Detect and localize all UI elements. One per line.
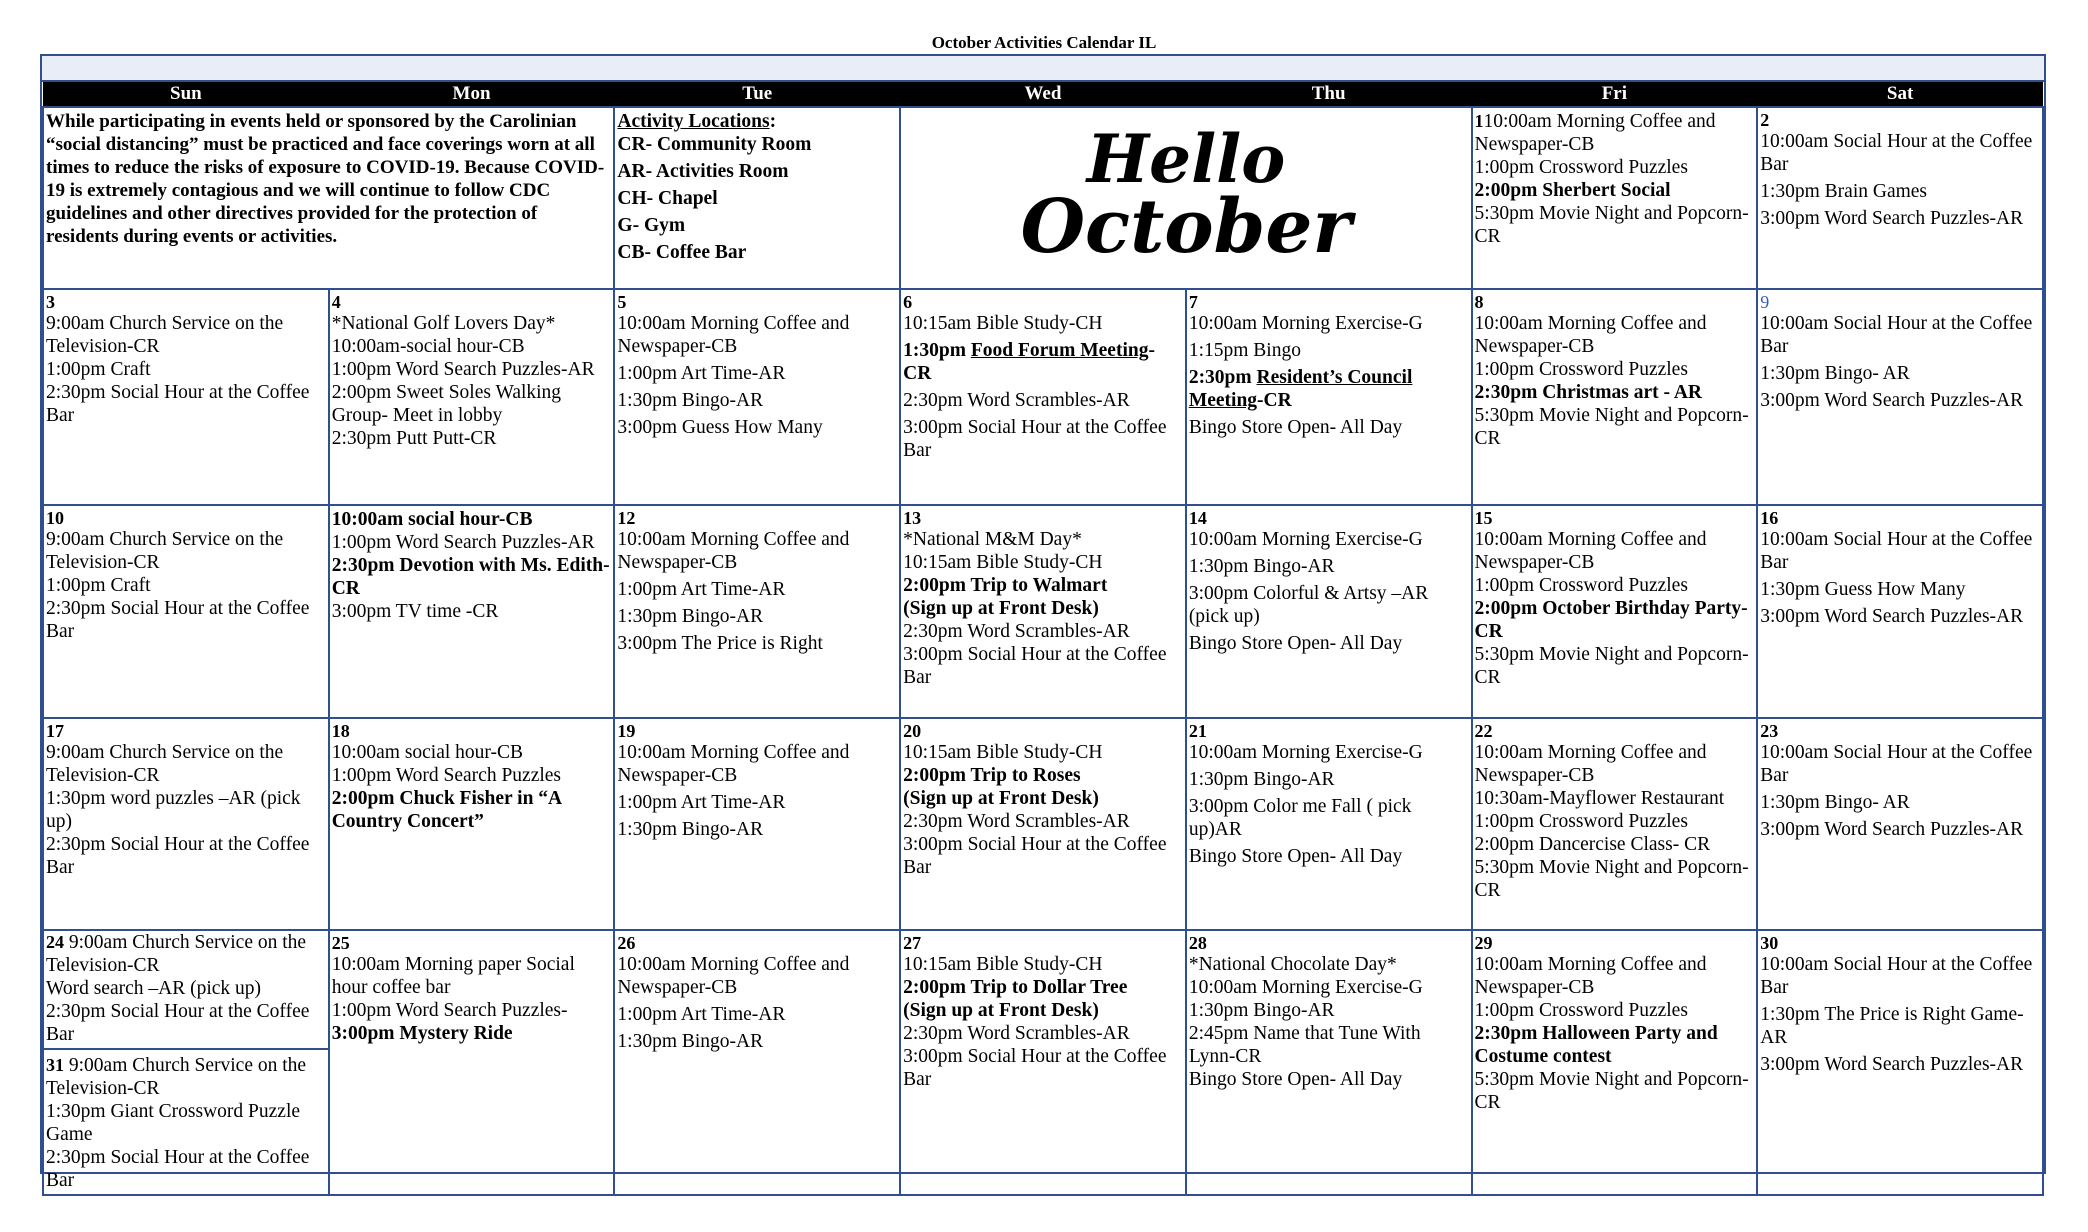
day-cell-29: [1472, 930, 1758, 1195]
event-item: 3: [46, 292, 55, 312]
event-item: 17: [46, 721, 64, 741]
event-item: Bingo Store Open- All Day: [1188, 1069, 1403, 1090]
event-item: 30: [1760, 933, 1779, 953]
header-band: [42, 56, 2044, 82]
event-item: 10:00am Morning Coffee and Newspaper-CB: [1474, 954, 1707, 998]
event-item: 3:00pm Color me Fall ( pick up)AR: [1188, 796, 1412, 840]
event-item: 2:00pm Chuck Fisher in “A Country Concert”: [331, 788, 562, 832]
event-item: 2:30pm Social Hour at the Coffee Bar: [46, 834, 310, 878]
event-item: (Sign up at Front Desk): [903, 788, 1099, 809]
event-item: 3:00pm Word Search Puzzles-AR: [1760, 208, 2024, 229]
event-item: 3:00pm Social Hour at the Coffee Bar: [903, 834, 1167, 878]
event-item: 19: [617, 721, 636, 741]
event-item: 3:00pm Mystery Ride: [331, 1023, 513, 1044]
event-item: 1:15pm Bingo: [1188, 340, 1301, 361]
event-item: 10:00am Morning Coffee and Newspaper-CB: [1474, 313, 1707, 357]
event-item: 1:30pm The Price is Right Game-AR: [1760, 1004, 2024, 1048]
event-item: 20: [903, 721, 922, 741]
event-item: Resident’s Council Meeting: [1188, 367, 1413, 411]
event-item: 4: [331, 292, 341, 312]
event-item: 1:30pm Bingo-AR: [617, 390, 764, 411]
event-item: 2:30pm Putt Putt-CR: [331, 428, 497, 449]
weekday-fri: Fri: [1472, 82, 1758, 107]
event-item: (Sign up at Front Desk): [903, 1000, 1099, 1021]
event-item: 31: [46, 1055, 64, 1075]
weekday-tue: Tue: [614, 82, 900, 107]
covid-notice-cell: [43, 107, 614, 289]
event-item: 1:00pm Word Search Puzzles: [331, 765, 562, 786]
event-item: 2:00pm Trip to Roses: [903, 765, 1081, 786]
day-cell-13: [900, 505, 1186, 718]
day-cell-30: [1757, 930, 2043, 1195]
event-item: 3:00pm Social Hour at the Coffee Bar: [903, 644, 1167, 688]
event-item: 1:00pm Art Time-AR: [617, 792, 786, 813]
event-item: 2:00pm Trip to Dollar Tree: [903, 977, 1128, 998]
event-item: 5: [617, 292, 627, 312]
day-cell-28: [1186, 930, 1472, 1195]
event-item: 22: [1474, 721, 1493, 741]
event-item: 2: [1760, 110, 1770, 130]
event-item: 6: [903, 292, 913, 312]
calendar-title: October Activities Calendar IL: [931, 33, 1157, 52]
event-item: 10:00am Morning Exercise-G: [1188, 742, 1423, 763]
event-item: 1:30pm Guess How Many: [1760, 579, 1966, 600]
event-item: 10:30am-Mayflower Restaurant: [1474, 788, 1725, 809]
event-item: 10:00am Morning Coffee and Newspaper-CB: [617, 313, 850, 357]
weekday-sat: Sat: [1757, 82, 2043, 107]
event-item: 1:30pm Bingo- AR: [1760, 792, 1910, 813]
event-item: -CR: [903, 340, 1155, 384]
event-item: 10:00am-social hour-CB: [331, 336, 525, 357]
weekday-header-row: [43, 82, 2043, 107]
event-item: 5:30pm Movie Night and Popcorn-CR: [1474, 405, 1749, 449]
event-item: Activity Locations: [617, 111, 770, 132]
event-item: 1:00pm Word Search Puzzles-AR: [331, 532, 595, 553]
day-cell-27: [900, 930, 1186, 1195]
text-span: [43, 107, 2043, 1195]
event-item: 1:00pm Art Time-AR: [617, 1004, 786, 1025]
event-item: 2:00pm Dancercise Class- CR: [1474, 834, 1711, 855]
event-item: 10:00am social hour-CB: [331, 742, 524, 763]
event-item: 1:00pm Art Time-AR: [617, 363, 786, 384]
event-item: 1:30pm Brain Games: [1760, 181, 1928, 202]
event-item: 9:00am Church Service on the Television-CR: [46, 529, 284, 573]
event-item: 29: [1474, 933, 1493, 953]
day-cell-6: [900, 289, 1186, 505]
event-item: 9:00am Church Service on the Television-CR: [46, 1055, 307, 1099]
weekday-mon: Mon: [329, 82, 615, 107]
event-item: 10:00am Morning Coffee and Newspaper-CB: [1474, 742, 1707, 786]
event-item: Food Forum Meeting: [970, 340, 1149, 361]
event-item: 10:15am Bible Study-CH: [903, 552, 1103, 573]
event-item: 2:30pm Halloween Party and Costume contest: [1474, 1023, 1718, 1067]
day-cell-2: [1757, 107, 2043, 289]
day-cell-12: [614, 505, 900, 718]
event-item: 2:30pm Christmas art - AR: [1474, 382, 1702, 403]
event-item: 2:30pm Word Scrambles-AR: [903, 390, 1130, 411]
calendar-table: [42, 82, 2044, 1196]
locations-cell: [614, 107, 900, 289]
location-item: G- Gym: [617, 215, 686, 236]
event-item: 25: [331, 933, 350, 953]
event-item: 16: [1760, 508, 1779, 528]
event-item: 12: [617, 508, 636, 528]
day-cell-16: [1757, 505, 2043, 718]
event-item: 1:30pm Bingo-AR: [617, 606, 764, 627]
event-item: 3:00pm Social Hour at the Coffee Bar: [903, 1046, 1167, 1090]
event-item: Bingo Store Open- All Day: [1188, 417, 1403, 438]
event-item: 10:00am social hour-CB: [331, 509, 533, 530]
event-item: 1:30pm Giant Crossword Puzzle Game: [46, 1101, 301, 1145]
event-item: 10:00am Social Hour at the Coffee Bar: [1760, 742, 2033, 786]
event-item: 1:00pm Word Search Puzzles-AR: [331, 359, 595, 380]
day-cell-11: [329, 505, 615, 718]
event-item: 10:15am Bible Study-CH: [903, 313, 1103, 334]
event-item: 2:30pm Word Scrambles-AR: [903, 1023, 1130, 1044]
day-31-block: [46, 1054, 326, 1192]
event-item: 21: [1188, 721, 1207, 741]
event-item: 2:00pm October Birthday Party-CR: [1474, 598, 1748, 642]
event-item: 13: [903, 508, 922, 528]
event-item: 1:00pm Word Search Puzzles-: [331, 1000, 568, 1021]
week-row: [43, 289, 2043, 505]
event-item: 1:00pm Craft: [46, 359, 151, 380]
location-item: CB- Coffee Bar: [617, 242, 747, 263]
event-item: *National Golf Lovers Day*: [331, 313, 556, 334]
day-cell-20: [900, 718, 1186, 930]
event-item: 2:45pm Name that Tune With Lynn-CR: [1188, 1023, 1421, 1067]
hello-october-image: [903, 110, 1468, 280]
day-cell-1: [1472, 107, 1758, 289]
weekday-sun: Sun: [43, 82, 329, 107]
event-item: 2:30pm Word Scrambles-AR: [903, 621, 1130, 642]
event-item: 10:00am Morning Exercise-G: [1188, 529, 1423, 550]
event-item: 1:00pm Crossword Puzzles: [1474, 157, 1688, 178]
event-item: Bingo Store Open- All Day: [1188, 633, 1403, 654]
event-item: 2:00pm Trip to Walmart: [903, 575, 1108, 596]
event-item: 1:00pm Craft: [46, 575, 151, 596]
event-item: 1:30pm: [903, 340, 966, 361]
event-item: 10:00am Social Hour at the Coffee Bar: [1760, 131, 2033, 175]
day-cell-19: [614, 718, 900, 930]
event-item: 10:00am Morning Exercise-G: [1188, 313, 1423, 334]
event-item: 1:30pm Bingo-AR: [617, 1031, 764, 1052]
event-item: 15: [1474, 508, 1493, 528]
event-item: 1:30pm Bingo-AR: [617, 819, 764, 840]
event-item: 10:00am Morning Exercise-G: [1188, 977, 1423, 998]
event-item: 5:30pm Movie Night and Popcorn-CR: [1474, 857, 1749, 901]
event-item: 9:00am Church Service on the Television-CR: [46, 742, 284, 786]
day-cell-14: [1186, 505, 1472, 718]
event-item: 10: [46, 508, 64, 528]
day-cell-17: [43, 718, 329, 930]
event-item: 1:00pm Crossword Puzzles: [1474, 1000, 1688, 1021]
event-item: 3:00pm The Price is Right: [617, 633, 823, 654]
location-item: CH- Chapel: [617, 188, 718, 209]
event-item: 23: [1760, 721, 1779, 741]
event-item: 10:00am Morning Coffee and Newspaper-CB: [617, 742, 850, 786]
day-cell-9: [1757, 289, 2043, 505]
event-item: 3:00pm TV time -CR: [331, 601, 499, 622]
event-item: 10:00am Morning Coffee and Newspaper-CB: [1474, 111, 1716, 155]
event-item: 2:00pm Sherbert Social: [1474, 180, 1671, 201]
day-cell-26: [614, 930, 900, 1195]
day-cell-24-31: [43, 930, 329, 1195]
event-item: Bingo Store Open- All Day: [1188, 846, 1403, 867]
event-item: 1:30pm Bingo-AR: [1188, 1000, 1335, 1021]
day-cell-25: [329, 930, 615, 1195]
event-item: 14: [1188, 508, 1207, 528]
event-item: 10:00am Social Hour at the Coffee Bar: [1760, 529, 2033, 573]
event-item: 1: [1474, 111, 1484, 131]
event-item: 10:15am Bible Study-CH: [903, 742, 1103, 763]
location-item: CR- Community Room: [617, 134, 812, 155]
event-item: 26: [617, 933, 636, 953]
day-cell-3: [43, 289, 329, 505]
day-cell-15: [1472, 505, 1758, 718]
text-span: [43, 82, 2043, 107]
event-item: 9:00am Church Service on the Television-CR: [46, 313, 284, 357]
event-item: 3:00pm Word Search Puzzles-AR: [1760, 1054, 2024, 1075]
event-item: 1:30pm Bingo- AR: [1760, 363, 1910, 384]
event-item: 1:30pm Bingo-AR: [1188, 556, 1335, 577]
locations-heading: Activity Locations:: [617, 111, 777, 132]
text-span: [1189, 366, 1469, 412]
event-item: *National M&M Day*: [903, 529, 1082, 550]
day-cell-18: [329, 718, 615, 930]
event-item: 5:30pm Movie Night and Popcorn-CR: [1474, 644, 1749, 688]
day-cell-7: [1186, 289, 1472, 505]
event-item: 8: [1474, 292, 1484, 312]
event-item: 2:30pm: [1188, 367, 1252, 388]
text-span: [46, 931, 326, 977]
event-item: 10:00am Morning paper Social hour coffee bar: [331, 954, 575, 998]
day-cell-22: [1472, 718, 1758, 930]
event-item: 5:30pm Movie Night and Popcorn-CR: [1474, 1069, 1749, 1113]
event-item: 2:30pm Social Hour at the Coffee Bar: [46, 598, 310, 642]
event-item: 10:00am Morning Coffee and Newspaper-CB: [617, 954, 850, 998]
event-item: 1:00pm Crossword Puzzles: [1474, 575, 1688, 596]
event-item: 1:00pm Art Time-AR: [617, 579, 786, 600]
event-item: 24: [46, 932, 64, 952]
event-item: 3:00pm Word Search Puzzles-AR: [1760, 819, 2024, 840]
event-item: 2:30pm Word Scrambles-AR: [903, 811, 1130, 832]
day-cell-5: [614, 289, 900, 505]
event-item: 10:00am Social Hour at the Coffee Bar: [1760, 313, 2033, 357]
event-item: 9:00am Church Service on the Television-CR: [46, 932, 307, 976]
event-item: 2:30pm Social Hour at the Coffee Bar: [46, 382, 310, 426]
event-item: 2:30pm Devotion with Ms. Edith-CR: [331, 555, 610, 599]
day-cell-8: [1472, 289, 1758, 505]
event-item: Word search –AR (pick up): [46, 978, 262, 999]
event-item: 3:00pm Guess How Many: [617, 417, 823, 438]
day-cell-21: [1186, 718, 1472, 930]
event-item: 5:30pm Movie Night and Popcorn-CR: [1474, 203, 1749, 247]
event-item: -CR: [1257, 390, 1292, 411]
weekday-wed: Wed: [900, 82, 1186, 107]
covid-notice: While participating in events held or sponsored by the Carolinian “social distancing” must be practiced and face coverings worn at all times to reduce the risks of exposure to COVID-19. Because COVID-19 is extremely contagious and we will continue to follow CDC guidelines and other directives provided for the protection of residents during events or activities.: [46, 111, 605, 247]
event-item: 10:00am Morning Coffee and Newspaper-CB: [1474, 529, 1707, 573]
event-item: *National Chocolate Day*: [1188, 954, 1397, 975]
day-cell-4: [329, 289, 615, 505]
hello-word: Hello: [1086, 120, 1286, 198]
week-row: [43, 930, 2043, 1195]
event-item: 2:30pm Social Hour at the Coffee Bar: [46, 1001, 310, 1045]
event-item: 10:15am Bible Study-CH: [903, 954, 1103, 975]
location-item: AR- Activities Room: [617, 161, 789, 182]
event-item: 1:30pm word puzzles –AR (pick up): [46, 788, 301, 832]
day-cell-23: [1757, 718, 2043, 930]
event-item: 27: [903, 933, 922, 953]
event-item: 18: [331, 721, 350, 741]
event-item: 10:00am Morning Coffee and Newspaper-CB: [617, 529, 850, 573]
event-item: 9: [1760, 292, 1770, 312]
event-item: 2:30pm Social Hour at the Coffee Bar: [46, 1147, 310, 1191]
week-row: [43, 505, 2043, 718]
event-item: 28: [1188, 933, 1207, 953]
event-item: 3:00pm Social Hour at the Coffee Bar: [903, 417, 1167, 461]
event-item: 10:00am Social Hour at the Coffee Bar: [1760, 954, 2033, 998]
event-item: (Sign up at Front Desk): [903, 598, 1099, 619]
week-row: [43, 107, 2043, 289]
week-row: [43, 718, 2043, 930]
event-item: 3:00pm Word Search Puzzles-AR: [1760, 390, 2024, 411]
hello-october-lettering: [976, 120, 1396, 270]
event-item: 1:00pm Crossword Puzzles: [1474, 359, 1688, 380]
event-item: 3:00pm Word Search Puzzles-AR: [1760, 606, 2024, 627]
text-span: [903, 339, 1183, 385]
day-24-block: [44, 931, 328, 1050]
event-item: 1:00pm Crossword Puzzles: [1474, 811, 1688, 832]
calendar-frame: [40, 54, 2046, 1191]
event-item: 7: [1188, 292, 1198, 312]
october-word: October: [1020, 184, 1352, 270]
text-span: [46, 1054, 326, 1100]
event-item: 1:30pm Bingo-AR: [1188, 769, 1335, 790]
event-item: 2:00pm Sweet Soles Walking Group- Meet in lobby: [331, 382, 562, 426]
day-cell-10: [43, 505, 329, 718]
weekday-thu: Thu: [1186, 82, 1472, 107]
event-item: 3:00pm Colorful & Artsy –AR (pick up): [1188, 583, 1429, 627]
hello-october-cell: [900, 107, 1471, 289]
